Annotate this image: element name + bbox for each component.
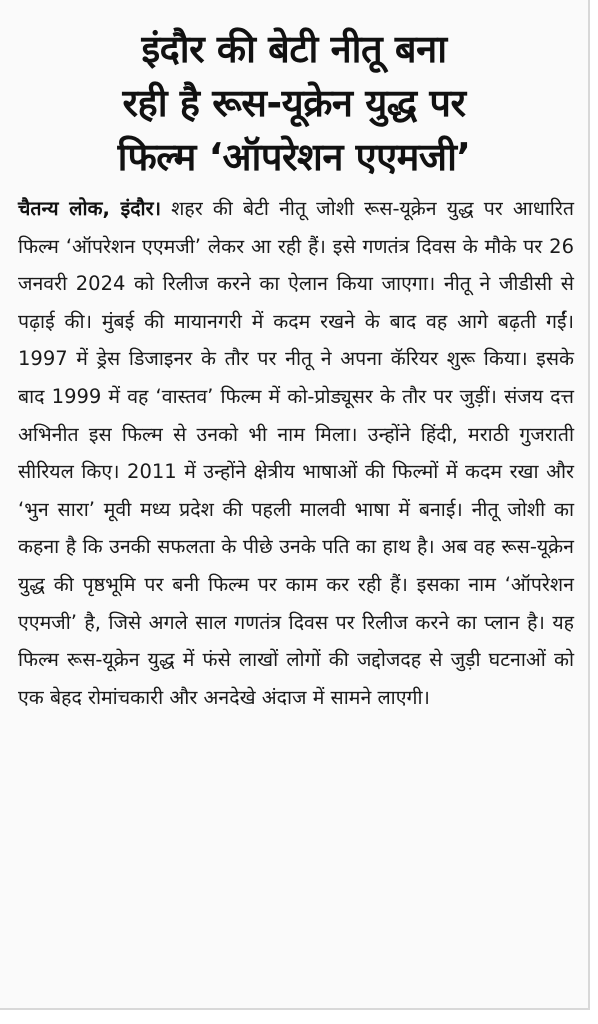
headline-line-3: फिल्म ‘ऑपरेशन एएमजी’ xyxy=(117,135,471,179)
article-text: शहर की बेटी नीतू जोशी रूस-यूक्रेन युद्ध पर आधारित फिल्म ‘ऑपरेशन एएमजी’ लेकर आ रही हैं। इसे गणतंत्र दिवस के मौके पर 26 जनवरी 2024 को रिलीज करने का ऐलान किया जाएगा। नीतू ने जीडीसी से पढ़ाई की। मुंबई की मायानगरी में कदम रखने के बाद वह आगे बढ़ती गईं। 1997 में ड्रेस डिजाइनर के तौर पर नीतू ने अपना कॅरियर शुरू किया। इसके बाद 1999 में वह ‘वास्तव’ फिल्म में को-प्रोड्यूसर के तौर पर जुड़ीं। संजय दत्त अभिनीत इस फिल्म से उनको भी नाम मिला। उन्होंने हिंदी, मराठी गुजराती सीरियल किए। 2011 में उन्होंने क्षेत्रीय भाषाओं की फिल्मों में कदम रखा और ‘भुन सारा’ मूवी मध्य प्रदेश की पहली मालवी भाषा में बनाई। नीतू जोशी का कहना है कि उनकी सफलता के पीछे उनके पति का हाथ है। अब वह रूस-यूक्रेन युद्ध की पृष्ठभूमि पर बनी फिल्म पर काम कर रही हैं। इसका नाम ‘ऑपरेशन एएमजी’ है, जिसे अगले साल गणतंत्र दिवस पर रिलीज करने का प्लान है। यह फिल्म रूस-यूक्रेन युद्ध में फंसे लाखों लोगों की जद्दोजदह से जुड़ी घटनाओं को एक बेहद रोमांचकारी और अनदेखे अंदाज में सामने लाएगी। xyxy=(18,197,575,709)
headline xyxy=(0,0,588,184)
byline: चैतन्य लोक, इंदौर। xyxy=(18,197,161,220)
article-body xyxy=(0,190,588,716)
headline-line-2: रही है रूस-यूक्रेन युद्ध पर xyxy=(122,81,466,125)
headline-line-1: इंदौर की बेटी नीतू बना xyxy=(141,27,447,71)
